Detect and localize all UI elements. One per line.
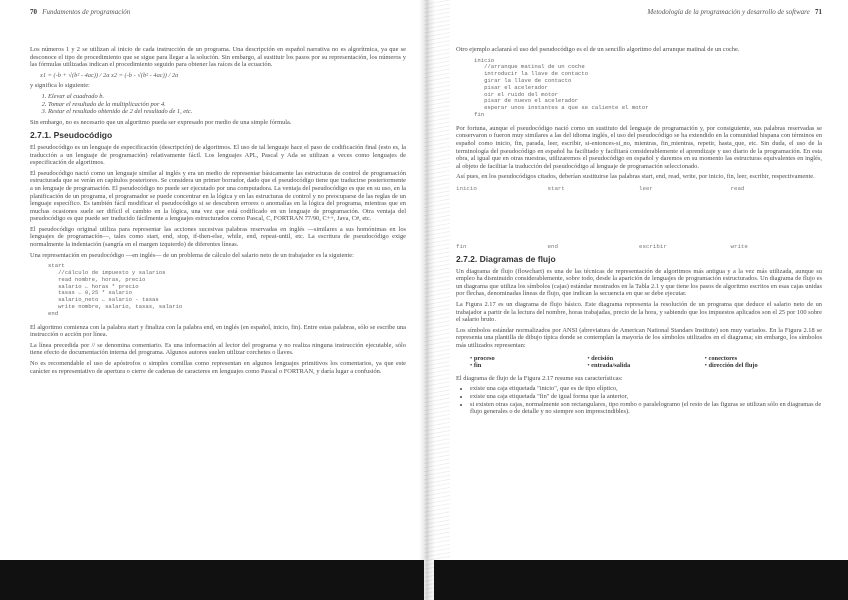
flow-symbol-item: • proceso [470,354,495,362]
pseudo-paragraph: El pseudocódigo es un lenguaje de especificación (descripción) de algoritmos. El uso de tal lenguaje hace el paso de codificación final (esto es, la traducción a un lenguaje de programación) relativamente fácil. Los lenguajes APL, Pascal y Ada se utilizan a veces como lenguajes de especificación de algoritmos. [30,143,406,167]
step-item: 3. Restar el resultado obtenido de 2 del resultado de 1, etc. [48,108,406,116]
step-item: 1. Elevar al cuadrado b. [48,93,406,101]
step-item: 2. Tomar el resultado de la multiplicación por 4. [48,101,406,109]
flowchart-paragraph: La Figura 2.17 es un diagrama de flujo básico. Este diagrama representa la resolución de un programa que deduce el salario neto de un trabajador a partir de la lectura del nombre, horas trabajadas, precio de la hora, y sabiendo que los impuestos aplicados son el 25 por 100 sobre el salario bruto. [456,301,822,324]
code-line: read nombre, horas, precio [48,275,146,283]
keyword-cell: inicio [456,184,477,192]
section-title-flowcharts: 2.7.2. Diagramas de flujo [456,254,556,265]
car-pseudocode-block [474,58,822,119]
code-line: pisar de nuevo el acelerador [474,97,579,105]
feature-item: • existe una caja etiquetada "inicio", que es de tipo elíptico, [470,385,822,393]
steps-outro: Sin embargo, no es necesario que un algoritmo pueda ser expresado por medio de una simple fórmula. [30,118,292,126]
code-line: fin [474,110,485,118]
after-code-paragraph: La línea precedida por // se denomina comentario. Es una información al lector del programa y no realiza ninguna instrucción ejecutable, sólo tiene efecto de documentación interna del programa. Algunos autores suelen utilizar corchetes o llaves. [30,341,406,357]
code-line: //arranque matinal de un coche [474,63,585,71]
code-line: write nombre, salario, tasas, salario [48,303,183,311]
code-line: salario ← horas * precio [48,282,139,290]
scan-edge-noise [424,0,450,600]
pseudo-paragraph: El pseudocódigo nació como un lenguaje similar al inglés y era un medio de representar básicamente las estructuras de control de programación estructurada que se verán en capítulos posteriores. Se considera un primer borrador, dado que el pseudocódigo tiene que traducirse posteriormente a un lenguaje de programación. El pseudocódigo no puede ser ejecutado por una computadora. La ventaja del pseudocódigo es que en su uso, en la planificación de un programa, el programador se puede concentrar en la lógica y en las estructuras de control y no preocuparse de las reglas de un lenguaje específico. Es también fácil modificar el pseudocódigo si se descubren errores o anomalías en la lógica del programa, mientras que en muchas ocasiones suele ser difícil el cambio en la lógica, una vez que está codificado en un lenguaje de programación. Otra ventaja del pseudocódigo es que puede ser traducido fácilmente a lenguajes estructurados como Pascal, C, FORTRAN 77/90, C++, Java, C#, etc. [30,169,406,223]
code-line: esperar unos instantes a que se caliente el motor [474,104,649,112]
after-code-paragraph: No es recomendable el uso de apóstrofos o simples comillas como representan en algunos lenguajes primitivos los comentarios, ya que este carácter es representativo de apertura o cierre de cadenas de caracteres en lenguajes como Pascal o FORTRAN, y daría lugar a confusión. [30,360,406,375]
code-line: inicio [474,56,495,64]
code-line: end [48,309,59,317]
example-intro: Una representación en pseudocódigo —en inglés— de un problema de cálculo del salario neto de un trabajador es la siguiente: [30,251,354,259]
after-code-paragraph: El algoritmo comienza con la palabra start y finaliza con la palabra end, en inglés (en español, inicio, fin). Entre estas palabras, sólo se escribe una instrucción o acción por línea. [30,323,406,339]
right-running-head [647,8,822,16]
left-page-number: 70 [30,8,37,16]
keyword-cell: write [730,242,748,250]
features-list [456,385,822,415]
scan-bottom-band-left [0,560,424,600]
car-example-intro: Otro ejemplo aclarará el uso del pseudocódigo es el de un sencillo algoritmo del arranque matinal de un coche. [456,46,740,53]
quadratic-formula: x1 = (-b + √(b² - 4ac)) / 2a x2 = (-b - √(b² - 4ac)) / 2a [40,71,179,79]
code-line: girar la llave de contacto [474,76,572,84]
left-running-head [30,8,130,16]
keyword-table-row-1 [456,185,822,193]
spanish-pseudocode-paragraph: Por fortuna, aunque el pseudocódigo nació como un sustituto del lenguaje de programación y, por consiguiente, sus palabras reservadas se conservaron o fueron muy similares a las del idioma inglés, el uso del pseudocódigo se ha extendido en la comunidad hispana con términos en español como inicio, fin, parada, leer, escribir, si-entonces-si_no, mientras, fin_mientras, repetir, hasta_que, etc. Sin duda, el uso de la terminología del pseudocódigo en español ha facilitado y facilitará considerablemente el aprendizaje y uso diario de la programación. En esta obra, al igual que en otras nuestras, utilizaremos el pseudocódigo en español y daremos en su momento las estructuras equivalentes en inglés, al objeto de facilitar la traducción del pseudocódigo al lenguaje de programación seleccionado. [456,124,822,170]
salary-pseudocode-block [48,263,406,317]
steps-list [30,93,406,116]
steps-intro: y significa lo siguiente: [30,82,90,90]
scan-bottom-band-right [434,560,848,600]
right-page-number: 71 [815,8,822,16]
right-page [424,0,848,600]
flow-symbols-list [470,355,822,370]
code-line: introducir la llave de contacto [474,70,589,78]
right-page-body [456,46,822,419]
feature-item: • si existen otras cajas, normalmente son rectangulares, tipo rombo o paralelogramo (el resto de las figuras se utilizan sólo en diagramas de flujo generales o de detalle y no siempre son imprescindibles). [470,401,822,416]
keyword-cell: escribir [639,242,667,250]
left-running-title: Fundamentos de programación [42,8,131,16]
keyword-substitution-paragraph: Así pues, en los pseudocódigos citados, deberían sustituirse las palabras start, end, read, write, por inicio, fin, leer, escribir, respectivamente. [456,173,815,181]
code-line: tasas ← 0,25 * salario [48,289,132,297]
code-line: oír el ruido del motor [474,90,558,98]
flow-symbol-item: • dirección del flujo [704,362,758,370]
flow-symbol-item: • decisión [587,354,614,362]
keyword-table-spacer [456,193,822,239]
intro-paragraph: Los números 1 y 2 se utilizan al inicio de cada instrucción de un programa. Una descripción en español narrativa no es algorítmica, ya que se desconoce el tipo de procedimiento que se sigue para llegar a la solución. Sin embargo, al sustituir los pasos por su representación, los números y las fórmulas utilizadas indican el procedimiento seguido para obtener las raíces de la ecuación. [30,46,406,69]
flow-symbol-item: • fin [470,362,482,370]
left-page-body [30,46,406,378]
flow-symbol-item: • conectores [704,354,738,362]
keyword-cell: leer [639,184,653,192]
code-line: salario_neto ← salario - tasas [48,296,159,304]
code-line: start [48,262,65,270]
keyword-table-row-2 [456,243,822,251]
keyword-cell: read [730,184,745,192]
code-line: pisar el acelerador [474,83,548,91]
pseudo-paragraph: El pseudocódigo original utiliza para representar las acciones sucesivas palabras reservadas en inglés —similares a sus homónimas en los lenguajes de programación—, tales como start, end, stop, if-then-else, while, end, repeat-until, etc. La escritura de pseudocódigo exige normalmente la indentación (sangría en el margen izquierdo) de diferentes líneas. [30,225,406,249]
flowchart-paragraph: Un diagrama de flujo (flowchart) es una de las técnicas de representación de algoritmos más antigua y a la vez más utilizada, aunque su empleo ha disminuido considerablemente, sobre todo, desde la aparición de lenguajes de programación estructurados. Un diagrama de flujo es un diagrama que utiliza los símbolos (cajas) estándar mostrados en la Tabla 2.1 y que tiene los pasos de algoritmo escritos en esas cajas unidas por flechas, denominadas líneas de flujo, que indican la secuencia en que se debe ejecutar. [456,267,822,298]
flowchart-paragraph: Los símbolos estándar normalizados por ANSI (abreviatura de American National Standars Institute) son muy variados. En la Figura 2.18 se representa una plantilla de dibujo típica donde se contemplan la mayoría de los símbolos utilizados en el diagrama; sin embargo, los símbolos más utilizados representan: [456,326,822,350]
flow-symbol-item: • entrada/salida [587,362,631,370]
right-running-title: Metodología de la programación y desarrollo de software [647,8,810,16]
feature-item: • existe una caja etiquetada "fin" de igual forma que la anterior, [470,393,822,401]
keyword-cell: fin [456,242,467,250]
code-line: //cálculo de impuesto y salarios [48,269,166,277]
features-intro: El diagrama de flujo de la Figura 2.17 resume sus características: [456,374,623,382]
keyword-cell: start [547,184,565,192]
section-title-pseudocode: 2.7.1. Pseudocódigo [30,130,113,141]
keyword-cell: end [547,242,558,250]
